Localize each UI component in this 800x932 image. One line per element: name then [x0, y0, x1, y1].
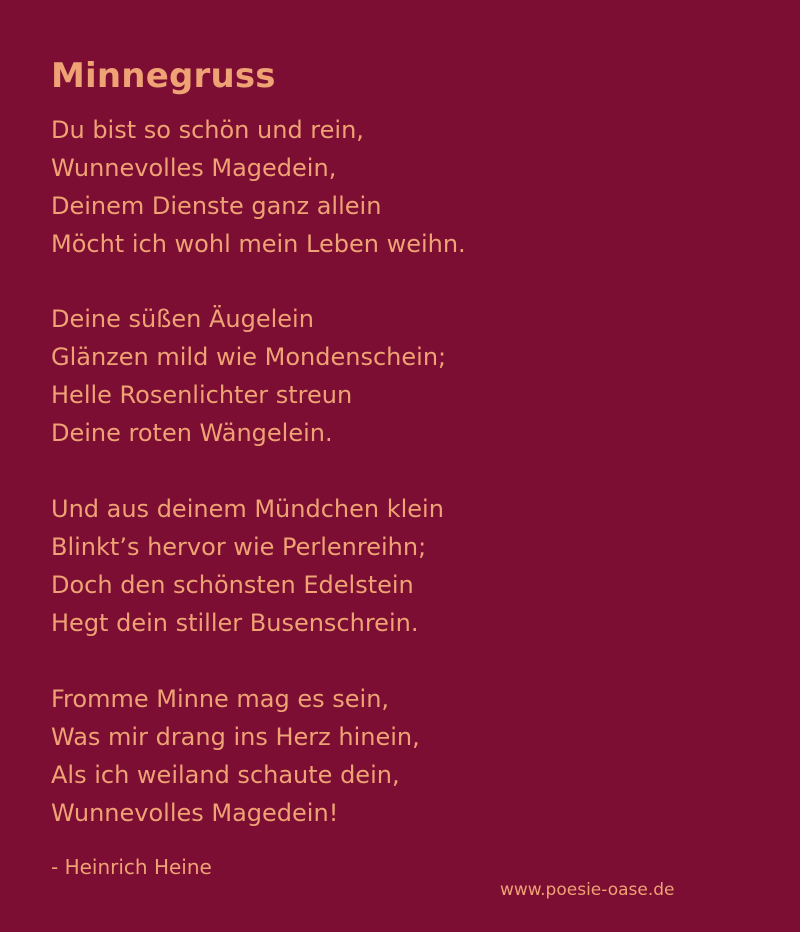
poem-author: - Heinrich Heine: [51, 855, 212, 879]
poem-line: Doch den schönsten Edelstein: [51, 571, 414, 599]
poem-line: Deine süßen Äugelein: [51, 305, 314, 333]
poem-line: Glänzen mild wie Mondenschein;: [51, 343, 447, 371]
stanza-3: [51, 490, 444, 642]
stanza-1: [51, 111, 466, 263]
poem-line: Deine roten Wängelein.: [51, 419, 333, 447]
stanza-2: [51, 300, 446, 452]
poem-line: Du bist so schön und rein,: [51, 116, 364, 144]
poem-line: Was mir drang ins Herz hinein,: [51, 723, 420, 751]
poem-line: Blinkt’s hervor wie Perlenreihn;: [51, 533, 427, 561]
poem-line: Hegt dein stiller Busenschrein.: [51, 609, 419, 637]
poem-line: Als ich weiland schaute dein,: [51, 761, 400, 789]
website-watermark: www.poesie-oase.de: [500, 880, 675, 900]
poem-line: Möcht ich wohl mein Leben weihn.: [51, 230, 466, 258]
poem-line: Deinem Dienste ganz allein: [51, 192, 382, 220]
stanza-4: [51, 680, 420, 832]
poem-line: Helle Rosenlichter streun: [51, 381, 353, 409]
poem-line: Fromme Minne mag es sein,: [51, 685, 390, 713]
poem-line: Wunnevolles Magedein,: [51, 154, 337, 182]
poem-line: Wunnevolles Magedein!: [51, 799, 339, 827]
poem-title: Minnegruss: [51, 56, 276, 96]
poem-line: Und aus deinem Mündchen klein: [51, 495, 444, 523]
